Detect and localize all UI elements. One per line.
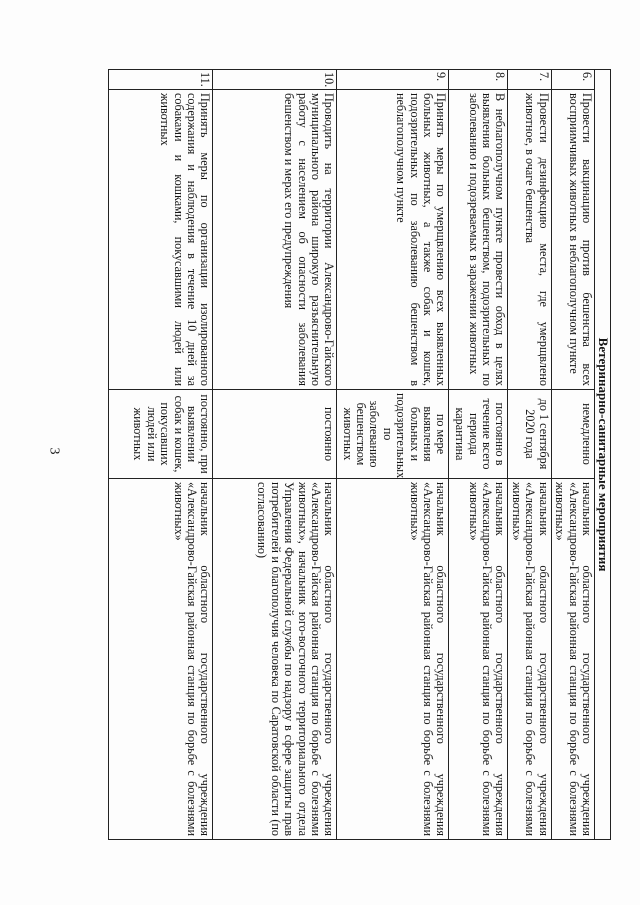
measure-cell: В неблагополучном пункте провести обход в целях выявления больных бешенством, подозрительных по заболеванию и подозреваемых в заражении животных bbox=[449, 90, 508, 390]
responsible-cell: начальник областного государственного учреждения «Александрово-Гайская районная станция по борьбе с болезнями животных», начальник юго-восточного территориального отдела Управления Федеральной службы по надзору в сфере защиты прав потребителей и благополучия человека по Саратовской области (по согласованию) bbox=[213, 479, 337, 840]
term-cell: постоянно bbox=[213, 390, 337, 479]
term-cell: немедленно bbox=[551, 390, 594, 479]
row-number: 6. bbox=[551, 70, 594, 90]
rotated-table-wrapper bbox=[109, 69, 611, 839]
responsible-cell: начальник областного государственного учреждения «Александрово-Гайская районная станция по борьбе с болезнями животных» bbox=[449, 479, 508, 840]
table-row bbox=[551, 70, 594, 840]
page-number: 3 bbox=[46, 447, 62, 455]
section-title: Ветеринарно-санитарные мероприятия bbox=[595, 70, 611, 840]
term-cell: постоянно, при выявлении собак и кошек, покусавших людей или животных bbox=[109, 390, 213, 479]
row-number: 9. bbox=[337, 70, 449, 90]
row-number: 7. bbox=[508, 70, 551, 90]
table-row bbox=[109, 70, 213, 840]
row-number: 8. bbox=[449, 70, 508, 90]
measure-cell: Провести дезинфекцию места, где умерщвлено животное, в очаге бешенства bbox=[508, 90, 551, 390]
table-row bbox=[508, 70, 551, 840]
measure-cell: Принять меры по организации изолированного содержания и наблюдения в течение 10 дней за собаками и кошками, покусавшими людей или животных bbox=[109, 90, 213, 390]
term-cell: по мере выявления больных и подозрительных по заболеванию бешенством животных bbox=[337, 390, 449, 479]
row-number: 11. bbox=[109, 70, 213, 90]
term-cell: постоянно в течение всего периода карантина bbox=[449, 390, 508, 479]
table-row bbox=[337, 70, 449, 840]
responsible-cell: начальник областного государственного учреждения «Александрово-Гайская районная станция по борьбе с болезнями животных» bbox=[337, 479, 449, 840]
table-row bbox=[449, 70, 508, 840]
responsible-cell: начальник областного государственного учреждения «Александрово-Гайская районная станция по борьбе с болезнями животных» bbox=[551, 479, 594, 840]
measures-table bbox=[108, 69, 611, 840]
responsible-cell: начальник областного государственного учреждения «Александрово-Гайская районная станция по борьбе с болезнями животных» bbox=[508, 479, 551, 840]
table-row bbox=[213, 70, 337, 840]
measure-cell: Проводить на территории Александрово-Гайского муниципального района широкую разъяснительную работу с населением об опасности заболевания бешенством и мерах его предупреждения bbox=[213, 90, 337, 390]
measure-cell: Провести вакцинацию против бешенства всех восприимчивых животных в неблагополучном пункте bbox=[551, 90, 594, 390]
section-header-row bbox=[595, 70, 611, 840]
row-number: 10. bbox=[213, 70, 337, 90]
measure-cell: Принять меры по умерщвлению всех выявленных больных животных, а также собак и кошек, подозрительных по заболеванию бешенством в неблагополучном пункте bbox=[337, 90, 449, 390]
responsible-cell: начальник областного государственного учреждения «Александрово-Гайская районная станция по борьбе с болезнями животных» bbox=[109, 479, 213, 840]
term-cell: до 1 сентября 2020 года bbox=[508, 390, 551, 479]
